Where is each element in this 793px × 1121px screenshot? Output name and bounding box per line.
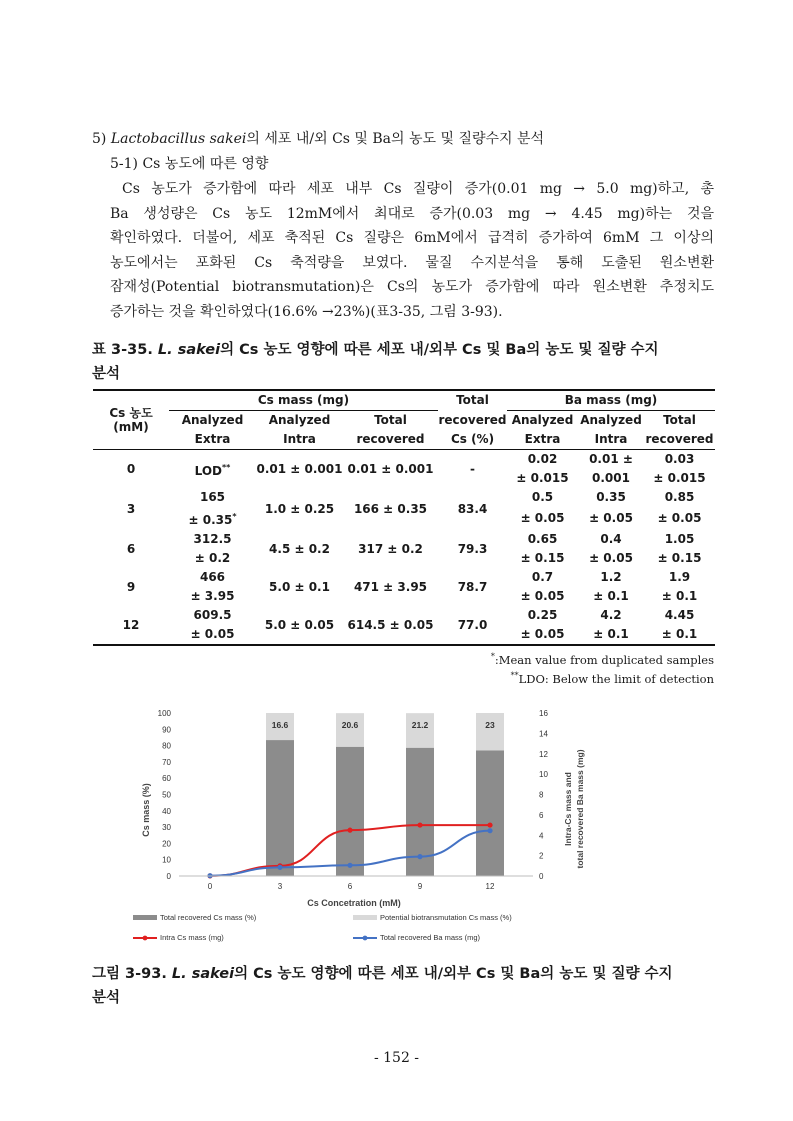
cell-ba-total: 1.9	[668, 570, 691, 584]
cell-ba-total: 0.85	[664, 490, 695, 504]
caption-text-line2: 분석	[92, 366, 121, 382]
cell-intra: 5.0 ± 0.1	[269, 579, 330, 594]
cell-extra-sd: ± 3.95	[190, 589, 235, 603]
header-total: Total	[438, 390, 507, 411]
cell-ba-extra: 0.65	[527, 532, 558, 546]
x-tick-label: 9	[417, 882, 423, 891]
mass-balance-table	[93, 389, 715, 646]
caption-prefix: 그림 3-93.	[92, 966, 172, 982]
y-right-tick-label: 6	[539, 810, 544, 820]
x-tick-label: 6	[347, 882, 353, 891]
legend-marker-total-ba	[363, 936, 368, 941]
cell-ba-total: 4.45	[664, 608, 695, 622]
header-analyzed: Analyzed	[181, 413, 244, 427]
cell-extra-sd: ± 0.05	[169, 625, 256, 645]
cell-ba-extra: 0.25	[527, 608, 558, 622]
y-tick-label: 40	[162, 806, 171, 816]
caption-species: L. sakei	[157, 342, 221, 358]
cell-ba-total: ± 0.1	[661, 589, 698, 603]
x-axis-label: Cs Concetration (mM)	[307, 898, 401, 908]
cell-ba-extra: ± 0.05	[507, 625, 578, 645]
header-analyzed: Analyzed	[580, 413, 642, 427]
cell-ba-extra: ± 0.05	[520, 589, 565, 603]
cell-intra: 4.5 ± 0.2	[269, 541, 330, 556]
cell-pct: 83.4	[457, 501, 488, 516]
chart-legend	[133, 913, 512, 942]
footnote-mark: **	[510, 671, 519, 680]
cell-ba-total: 1.05	[664, 532, 695, 546]
cell-extra: 165	[199, 490, 226, 504]
header-total: Total	[663, 413, 696, 427]
cell-pct: 77.0	[438, 606, 507, 645]
y-tick-label: 70	[162, 757, 171, 767]
y-tick-label: 80	[162, 741, 171, 751]
bar-data-label: 20.6	[341, 720, 359, 731]
y-tick-label: 10	[162, 855, 171, 865]
cell-ba-extra: ± 0.05	[520, 511, 565, 525]
body-paragraph	[110, 177, 714, 325]
point-total-ba-mass	[277, 865, 282, 870]
cell-ba-intra: ± 0.1	[593, 589, 629, 603]
cell-pct: 79.3	[457, 541, 488, 556]
table-body	[93, 450, 715, 646]
y-right-tick-label: 14	[539, 729, 548, 739]
header-intra: Intra	[256, 430, 343, 450]
legend-swatch-potential-biotransmutation	[353, 915, 377, 920]
cell-conc: 9	[126, 579, 136, 594]
header-recovered: recovered	[438, 412, 507, 427]
bar-data-label: 16.6	[271, 720, 289, 730]
bar-potential-biotransmutation	[406, 713, 434, 748]
x-tick-label: 12	[485, 882, 495, 891]
bar-data-label: 21.2	[411, 720, 429, 731]
chart-bars	[266, 713, 504, 876]
cell-total: 471 ± 3.95	[353, 579, 428, 594]
header-cs-pct: Cs (%)	[438, 430, 507, 450]
point-total-ba-mass	[347, 863, 352, 868]
cell-ba-extra: ± 0.15	[520, 551, 565, 565]
cell-extra: 609.5	[193, 608, 232, 622]
cell-ba-extra: 0.7	[531, 570, 554, 584]
header-analyzed: Analyzed	[511, 413, 574, 427]
cell-total: 0.01 ± 0.001	[343, 450, 438, 489]
bar-total-recovered-cs	[476, 750, 504, 876]
caption-text-line2: 분석	[92, 990, 121, 1006]
cell-extra-sd	[169, 507, 256, 530]
y-right-axis-label-line2: total recovered Ba mass (mg)	[575, 749, 585, 869]
cell-extra: 312.5	[193, 532, 232, 546]
cell-conc: 6	[126, 541, 136, 556]
y-axis-label: Cs mass (%)	[141, 783, 151, 837]
footnote-2	[511, 671, 714, 686]
y-right-tick-label: 8	[539, 790, 544, 800]
table-caption	[92, 338, 716, 386]
cell-pct: -	[438, 450, 507, 489]
footnote-text: LDO: Below the limit of detection	[518, 671, 714, 686]
point-total-ba-mass	[487, 828, 492, 833]
footnote-text: :Mean value from duplicated samples	[494, 652, 714, 667]
cell-intra: 1.0 ± 0.25	[264, 501, 335, 516]
cell-ba-intra: 0.001	[592, 471, 630, 485]
section-number: 5)	[92, 131, 107, 147]
cell-conc: 3	[126, 501, 136, 516]
legend-marker-intra-cs	[143, 936, 148, 941]
header-ba-mass: Ba mass (mg)	[507, 390, 715, 411]
y-right-axis-label-line1: Intra-Cs mass and	[563, 772, 573, 846]
cell-ba-extra: ± 0.015	[516, 471, 569, 485]
legend-label-total-recovered-cs: Total recovered Cs mass (%)	[160, 913, 257, 922]
paragraph-line: 증가하는 것을 확인하였다(16.6% →23%)(표3-35, 그림 3-93).	[110, 303, 503, 320]
cell-conc: 12	[93, 606, 169, 645]
header-cs-conc	[93, 390, 169, 450]
caption-text: 의 Cs 농도 영향에 따른 세포 내/외부 Cs 및 Ba의 농도 및 질량 수지	[220, 342, 659, 358]
header-total: Total	[374, 413, 407, 427]
paragraph-line: Ba 생성량은 Cs 농도 12mM에서 최대로 증가(0.03 mg → 4.45 mg)하는 것을	[110, 205, 714, 222]
cell-extra	[169, 450, 256, 489]
table-row	[93, 450, 715, 470]
cell-intra: 5.0 ± 0.05	[256, 606, 343, 645]
y-right-tick-label: 0	[539, 872, 544, 881]
y-tick-label: 20	[162, 839, 171, 849]
cell-pct: 78.7	[457, 579, 488, 594]
caption-prefix: 표 3-35.	[92, 342, 158, 358]
cell-ba-extra: 0.02	[507, 450, 578, 470]
cell-ba-intra: ± 0.05	[589, 511, 633, 525]
footnote-mark: *	[490, 652, 495, 661]
cell-total: 166 ± 0.35	[353, 501, 428, 516]
footnote-mark: *	[232, 512, 237, 521]
header-recovered: recovered	[343, 430, 438, 450]
x-tick-label: 3	[277, 882, 283, 891]
header-intra: Intra	[578, 430, 644, 450]
y-tick-label: 50	[162, 790, 171, 800]
cell-extra: 466	[199, 570, 226, 584]
point-total-ba-mass	[417, 854, 422, 859]
header-cs-conc-line1: Cs 농도	[109, 406, 153, 420]
cell-extra-sd: ± 0.2	[194, 551, 231, 565]
cell-intra: 0.01 ± 0.001	[256, 450, 343, 489]
header-analyzed: Analyzed	[268, 413, 331, 427]
y-right-tick-label: 4	[539, 831, 544, 841]
bar-potential-biotransmutation	[476, 713, 504, 750]
y-right-tick-label: 2	[539, 851, 544, 861]
figure-caption	[92, 962, 716, 1010]
cell-extra-value: LOD	[194, 463, 222, 478]
cell-ba-intra: ± 0.1	[578, 625, 644, 645]
cell-total: 317 ± 0.2	[358, 541, 423, 556]
header-extra: Extra	[169, 430, 256, 450]
cell-ba-total: ± 0.1	[644, 625, 715, 645]
cell-conc: 0	[93, 450, 169, 489]
paragraph-line: Cs 농도가 증가함에 따라 세포 내부 Cs 질량이 증가(0.01 mg → 5.0 mg)하고, 총	[122, 181, 714, 197]
cell-ba-total: 0.03	[644, 450, 715, 470]
cell-ba-total: ± 0.015	[653, 471, 706, 485]
legend-label-intra-cs: Intra Cs mass (mg)	[160, 933, 224, 942]
cell-ba-intra: 0.35	[596, 490, 626, 504]
cell-ba-intra: 1.2	[600, 570, 622, 584]
point-intra-cs-mass	[417, 822, 422, 827]
cell-ba-total: ± 0.15	[657, 551, 702, 565]
y-tick-label: 30	[162, 823, 171, 833]
caption-text: 의 Cs 농도 영향에 따른 세포 내/외부 Cs 및 Ba의 농도 및 질량 수지	[234, 966, 673, 982]
cell-total: 614.5 ± 0.05	[343, 606, 438, 645]
subsection-heading: 5-1) Cs 농도에 따른 영향	[110, 156, 269, 172]
legend-label-potential-biotransmutation: Potential biotransmutation Cs mass (%)	[380, 913, 512, 922]
cell-ba-total: ± 0.05	[657, 511, 702, 525]
header-cs-mass: Cs mass (mg)	[169, 390, 438, 411]
y-right-tick-label: 10	[539, 770, 548, 780]
paragraph-line: 잠재성(Potential biotransmutation)은 Cs의 농도가 증가함에 따라 원소변환 추정치도	[110, 279, 714, 296]
cell-ba-intra: ± 0.05	[589, 551, 633, 565]
section-heading	[92, 128, 544, 148]
header-recovered: recovered	[644, 430, 715, 450]
footnote-1	[491, 652, 714, 667]
paragraph-line: 농도에서는 포화된 Cs 축적량을 보였다. 물질 수지분석을 통해 도출된 원소변환	[110, 254, 714, 271]
cell-ba-intra: 0.4	[600, 532, 622, 546]
page-number: - 152 -	[373, 1050, 420, 1066]
y-right-tick-label: 16	[539, 709, 548, 718]
bar-data-label: 23	[485, 720, 495, 730]
bar-total-recovered-cs	[266, 740, 294, 876]
table-row	[93, 488, 715, 507]
legend-label-total-ba: Total recovered Ba mass (mg)	[380, 933, 481, 942]
section-title: 의 세포 내/외 Cs 및 Ba의 농도 및 질량수지 분석	[246, 131, 545, 147]
cell-ba-extra: 0.5	[531, 490, 554, 504]
cell-ba-intra: 0.01 ±	[578, 450, 644, 470]
y-tick-label: 0	[166, 872, 171, 881]
y-tick-label: 100	[157, 709, 171, 718]
table-row	[93, 530, 715, 549]
paragraph-line: 확인하였다. 더불어, 세포 축적된 Cs 질량은 6mM에서 급격히 증가하여 6mM 그 이상의	[110, 230, 714, 247]
legend-swatch-total-recovered-cs	[133, 915, 157, 920]
y-tick-label: 90	[162, 725, 171, 735]
table-row	[93, 606, 715, 625]
footnote-mark: **	[222, 462, 231, 472]
table-row	[93, 568, 715, 587]
cell-ba-intra: 4.2	[600, 608, 622, 622]
y-right-tick-label: 12	[539, 749, 548, 759]
bar-total-recovered-cs	[336, 747, 364, 876]
cs-ba-mass-chart	[125, 700, 585, 950]
caption-species: L. sakei	[171, 966, 235, 982]
x-tick-label: 0	[207, 882, 213, 891]
header-extra: Extra	[507, 430, 578, 450]
cell-extra-sd-value: ± 0.35	[188, 513, 233, 527]
point-intra-cs-mass	[347, 828, 352, 833]
point-intra-cs-mass	[487, 822, 492, 827]
species-name: Lactobacillus sakei	[110, 131, 247, 147]
header-cs-conc-line2: (mM)	[113, 420, 149, 434]
y-tick-label: 60	[162, 774, 171, 784]
